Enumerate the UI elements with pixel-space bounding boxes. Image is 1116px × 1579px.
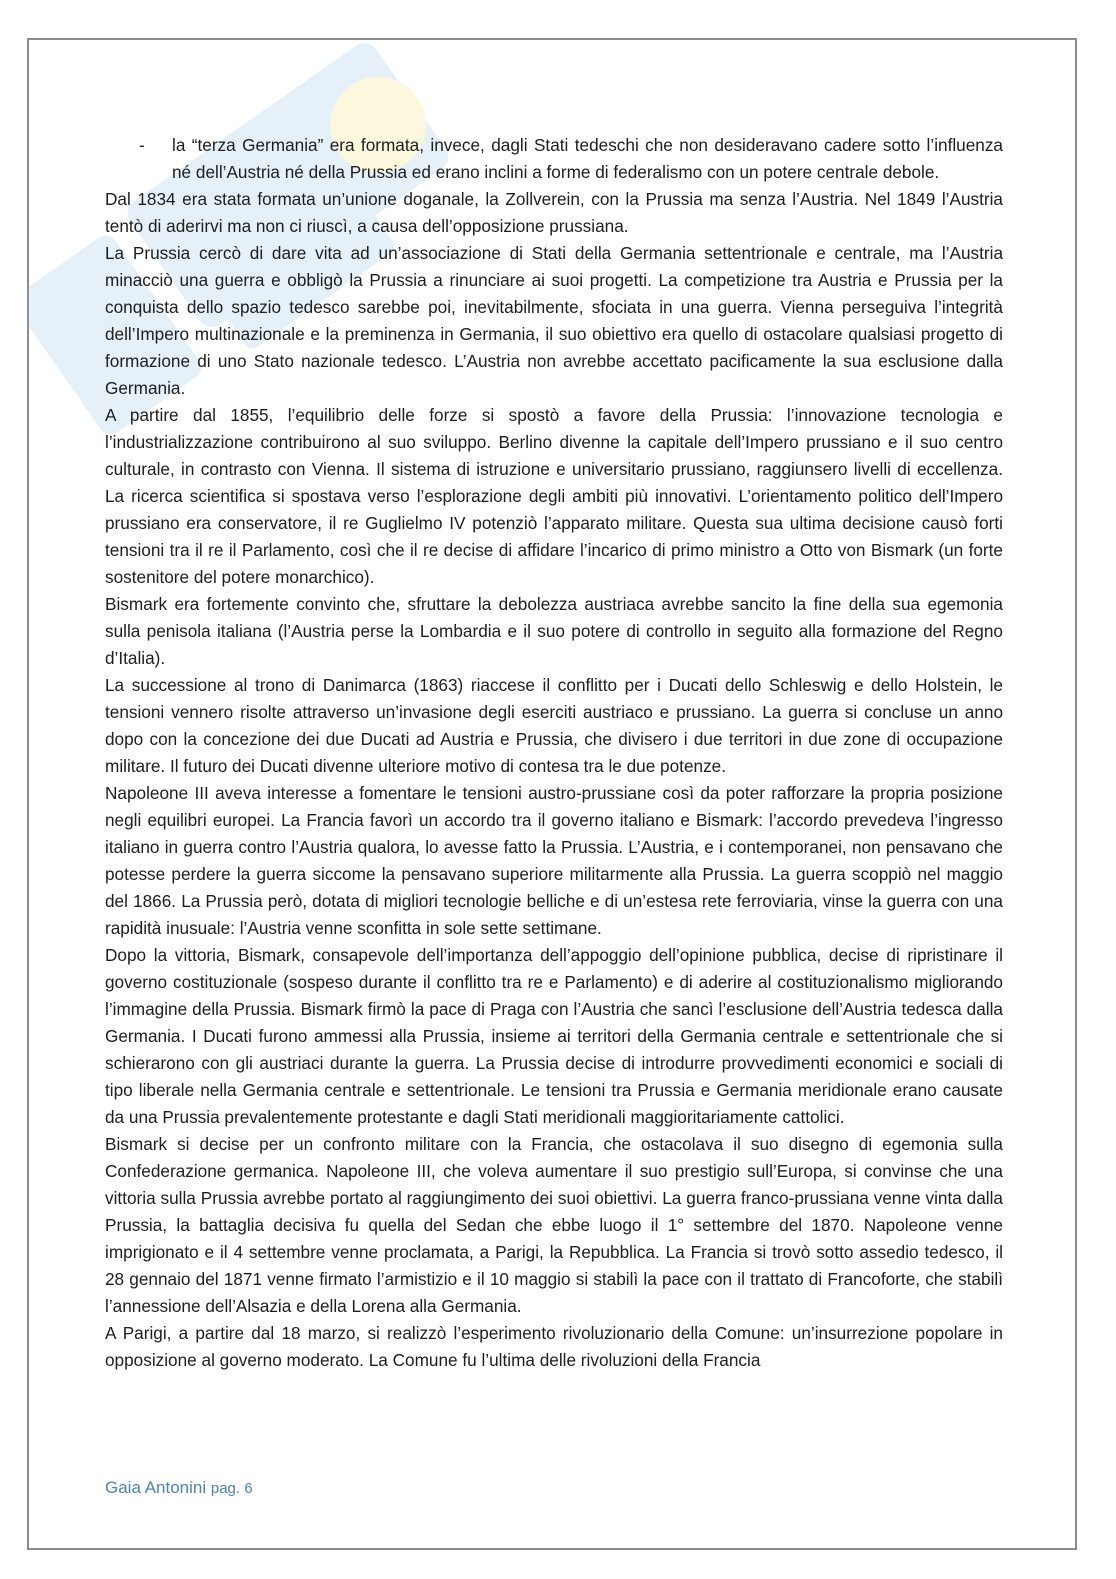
footer-page-number: pag. 6 <box>210 1480 253 1497</box>
paragraph: A partire dal 1855, l’equilibrio delle forze si spostò a favore della Prussia: l’innovazione tecnologia e l’industrializzazione contribuirono al suo sviluppo. Berlino divenne la capitale dell’Impero prussiano e il suo centro culturale, in contrasto con Vienna. Il sistema di istruzione e universitario prussiano, raggiunsero livelli di eccellenza. La ricerca scientifica si spostava verso l’esplorazione degli ambiti più innovativi. L’orientamento politico dell’Impero prussiano era conservatore, il re Guglielmo IV potenziò l’apparato militare. Questa sua ultima decisione causò forti tensioni tra il re il Parlamento, così che il re decise di affidare l’incarico di primo ministro a Otto von Bismark (un forte sostenitore del potere monarchico). <box>105 405 1003 587</box>
bullet-marker: - <box>139 135 145 155</box>
paragraph: Napoleone III aveva interesse a fomentare le tensioni austro-prussiane così da poter rafforzare la propria posizione negli equilibri europei. La Francia favorì un accordo tra il governo italiano e Bismark: l’accordo prevedeva l’ingresso italiano in guerra contro l’Austria qualora, lo avesse fatto la Prussia. L’Austria, e i contemporanei, non pensavano che potesse perdere la guerra siccome la pensavano superiore militarmente alla Prussia. La guerra scoppiò nel maggio del 1866. La Prussia però, dotata di migliori tecnologie belliche e di un’estesa rete ferroviaria, vinse la guerra con una rapidità inusuale: l’Austria venne sconfitta in sole sette settimane. <box>105 783 1003 938</box>
paragraph: La Prussia cercò di dare vita ad un’associazione di Stati della Germania settentrionale e centrale, ma l’Austria minacciò una guerra e obbligò la Prussia a rinunciare ai suoi progetti. La competizione tra Austria e Prussia per la conquista dello spazio tedesco sarebbe poi, inevitabilmente, sfociata in una guerra. Vienna perseguiva l’integrità dell’Impero multinazionale e la preminenza in Germania, il suo obiettivo era quello di ostacolare qualsiasi progetto di formazione di uno Stato nazionale tedesco. L’Austria non avrebbe accettato pacificamente la sua esclusione dalla Germania. <box>105 243 1003 398</box>
paragraph: Bismark si decise per un confronto militare con la Francia, che ostacolava il suo disegno di egemonia sulla Confederazione germanica. Napoleone III, che voleva aumentare il suo prestigio sull’Europa, si convinse che una vittoria sulla Prussia avrebbe portato al raggiungimento dei suoi obiettivi. La guerra franco-prussiana venne vinta dalla Prussia, la battaglia decisiva fu quella del Sedan che ebbe luogo il 1° settembre del 1870. Napoleone venne imprigionato e il 4 settembre venne proclamata, a Parigi, la Repubblica. La Francia si trovò sotto assedio tedesco, il 28 gennaio del 1871 venne firmato l’armistizio e il 10 maggio si stabilì la pace con il trattato di Francoforte, che stabilì l’annessione dell’Alsazia e della Lorena alla Germania. <box>105 1134 1003 1316</box>
paragraph: Dopo la vittoria, Bismark, consapevole dell’importanza dell’appoggio dell’opinione pubblica, decise di ripristinare il governo costituzionale (sospeso durante il conflitto tra re e Parlamento) e di aderire al costituzionalismo migliorando l’immagine della Prussia. Bismark firmò la pace di Praga con l’Austria che sancì l’esclusione dell’Austria tedesca dalla Germania. I Ducati furono ammessi alla Prussia, insieme ai territori della Germania centrale e settentrionale che si schierarono con gli austriaci durante la guerra. La Prussia decise di introdurre provvedimenti economici e sociali di tipo liberale nella Germania centrale e settentrionale. Le tensioni tra Prussia e Germania meridionale erano causate da una Prussia prevalentemente protestante e dagli Stati meridionali maggioritariamente cattolici. <box>105 945 1003 1127</box>
paragraph: Dal 1834 era stata formata un’unione doganale, la Zollverein, con la Prussia ma senza l’Austria. Nel 1849 l’Austria tentò di aderirvi ma non ci riuscì, a causa dell’opposizione prussiana. <box>105 189 1003 236</box>
paragraph: La successione al trono di Danimarca (1863) riaccese il conflitto per i Ducati dello Schleswig e dello Holstein, le tensioni vennero risolte attraverso un’invasione degli eserciti austriaco e prussiano. La guerra si concluse un anno dopo con la concezione dei due Ducati ad Austria e Prussia, che divisero i due territori in due zone di occupazione militare. Il futuro dei Ducati divenne ulteriore motivo di contesa tra le due potenze. <box>105 675 1003 776</box>
bullet-item <box>139 132 1003 186</box>
bullet-text: la “terza Germania” era formata, invece, dagli Stati tedeschi che non desideravano cadere sotto l’influenza né dell’Austria né della Prussia ed erano inclini a forme di federalismo con un potere centrale debole. <box>172 135 1003 182</box>
paragraph: Bismark era fortemente convinto che, sfruttare la debolezza austriaca avrebbe sancito la fine della sua egemonia sulla penisola italiana (l’Austria perse la Lombardia e il suo potere di controllo in seguito alla formazione del Regno d’Italia). <box>105 594 1003 668</box>
footer-author: Gaia Antonini <box>105 1478 207 1497</box>
paragraph: A Parigi, a partire dal 18 marzo, si realizzò l’esperimento rivoluzionario della Comune: un’insurrezione popolare in opposizione al governo moderato. La Comune fu l’ultima delle rivoluzioni della Francia <box>105 1323 1003 1370</box>
page-footer <box>105 1478 253 1498</box>
page-content <box>105 132 1003 1374</box>
